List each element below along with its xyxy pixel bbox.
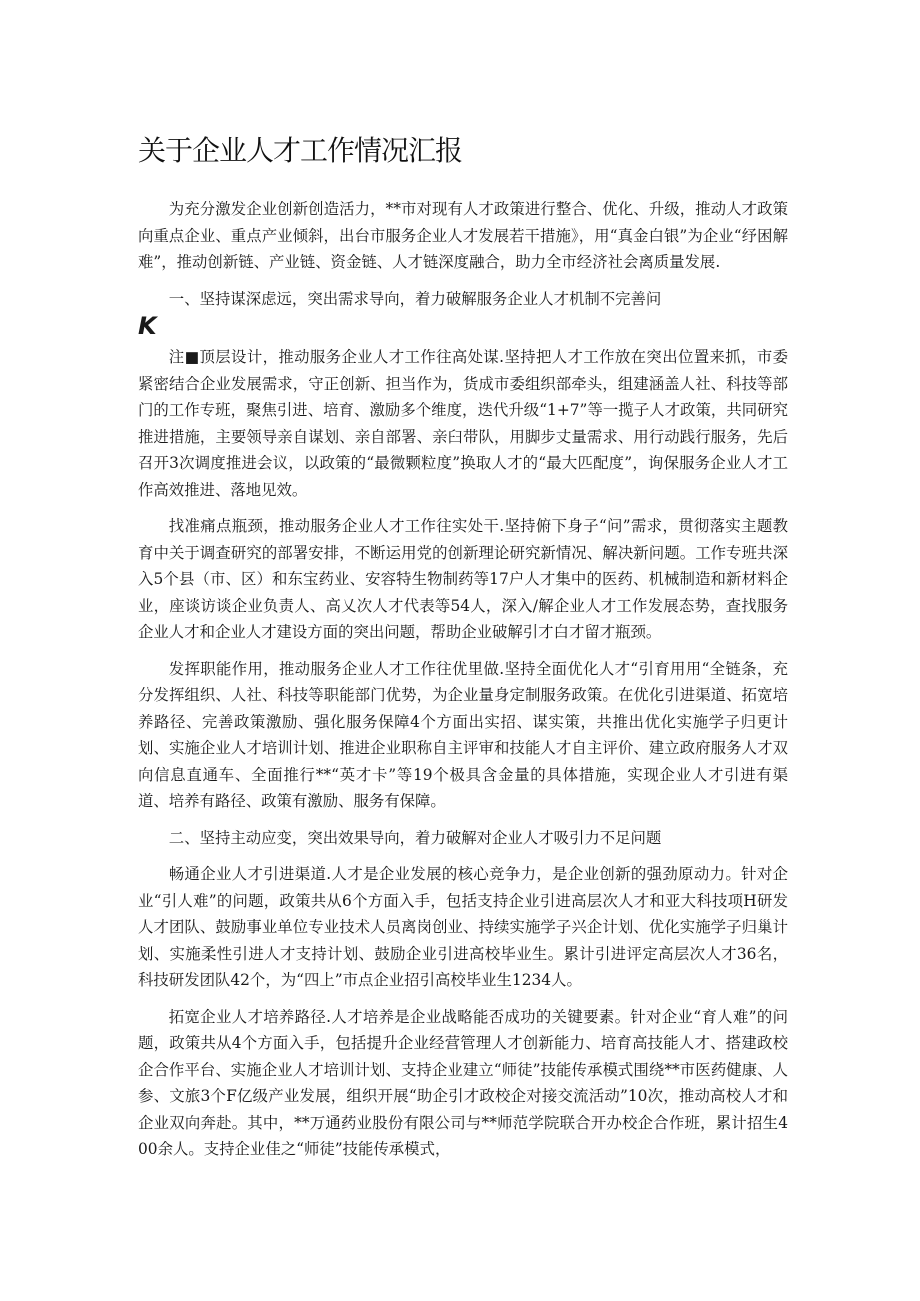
body-paragraph: 畅通企业人才引进渠道.人才是企业发展的核心竞争力，是企业创新的强劲原动力。针对企业“引人难”的问题，政策共从6个方面入手，包括支持企业引进高层次人才和亚大科技项H研发人才团队、鼓励事业单位专业技术人员离岗创业、持续实施学子兴企计划、优化实施学子归巢计划、实施柔性引进人才支持计划、鼓励企业引进高校毕业生。累计引进评定高层次人才36名，科技研发团队42个，为“四上”市点企业招引高校毕业生1234人。	[138, 865, 788, 989]
intro-paragraph: 为充分激发企业创新创造活力，**市对现有人才政策进行整合、优化、升级，推动人才政策向重点企业、重点产业倾斜，出台市服务企业人才发展若干措施》，用“真金白银”为企业“纾困解难”，推动创新链、产业链、资金链、人才链深度融合，助力全市经济社会离质量发展.	[138, 200, 788, 271]
body-paragraph: 找准痛点瓶颈，推动服务企业人才工作往实处干.坚持俯下身子“问”需求，贯彻落实主题教育中关于调查研究的部署安排，不断运用党的创新理论研究新情况、解决新问题。工作专班共深入5个县（市、区）和东宝药业、安容特生物制药等17户人才集中的医药、机械制造和新材料企业，座谈访谈企业负责人、高乂次人才代表等54人，深入/解企业人才工作发展态势，查找服务企业人才和企业人才建设方面的突出问题，帮助企业破解引才白才留才瓶颈。	[138, 517, 788, 641]
section-heading-2: 二、坚持主动应变，突出效果导向，着力破解对企业人才吸引力不足问题	[168, 828, 662, 847]
body-paragraph: 注■顶层设计，推动服务企业人才工作往高处谋.坚持把人才工作放在突出位置来抓，市委紧密结合企业发展需求，守正创新、担当作为，货成市委组织部牵头，组建涵盖人社、科技等部门的工作专班，聚焦引进、培育、激励多个维度，迭代升级“1+7”等一揽子人才政策，共同研究推进措施，主要领导亲自谋划、亲自部署、亲臼带队，用脚步丈量需求、用行动践行服务，先后召开3次调度推进会议，以政策的“最微颗粒度”换取人才的“最大匹配度”，询保服务企业人才工作高效推进、落地见效。	[138, 348, 788, 499]
stray-character: K	[138, 312, 157, 340]
body-paragraph: 拓宽企业人才培养路径.人才培养是企业战略能否成功的关键要素。针对企业“育人难”的问题，政策共从4个方面入手，包括提升企业经营管理人才创新能力、培育高技能人才、搭建政校企合作平台、实施企业人才培训计划、支持企业建立“师徒”技能传承模式围绕**市医药健康、人参、文旅3个F亿级产业发展，组织开展“助企引才政校企对接交流活动”10次，推动高校人才和企业双向奔赴。其中，**万通药业股份有限公司与**师范学院联合开办校企合作班，累计招生400余人。支持企业佳之“师徒”技能传承模式，	[138, 1007, 788, 1158]
document-title: 关于企业人才工作情况汇报	[138, 134, 463, 167]
body-paragraph: 发挥职能作用，推动服务企业人才工作往优里做.坚持全面优化人才“引育用用“全链条，充分发挥组织、人社、科技等职能部门优势，为企业量身定制服务政策。在优化引进渠道、拓宽培养路径、完善政策激励、强化服务保障4个方面出实招、谋实策，共推出优化实施学子归更计划、实施企业人才培训计划、推进企业职称自主评审和技能人才自主评价、建立政府服务人才双向信息直通车、全面推行**“英才卡”等19个极具含金量的具体措施，实现企业人才引进有渠道、培养有路径、政策有激励、服务有保障。	[138, 659, 788, 810]
document-page	[138, 128, 788, 1173]
section-heading-1: 一、坚持谋深虑远，突出需求导向，着力破解服务企业人才机制不完善问	[168, 289, 662, 308]
